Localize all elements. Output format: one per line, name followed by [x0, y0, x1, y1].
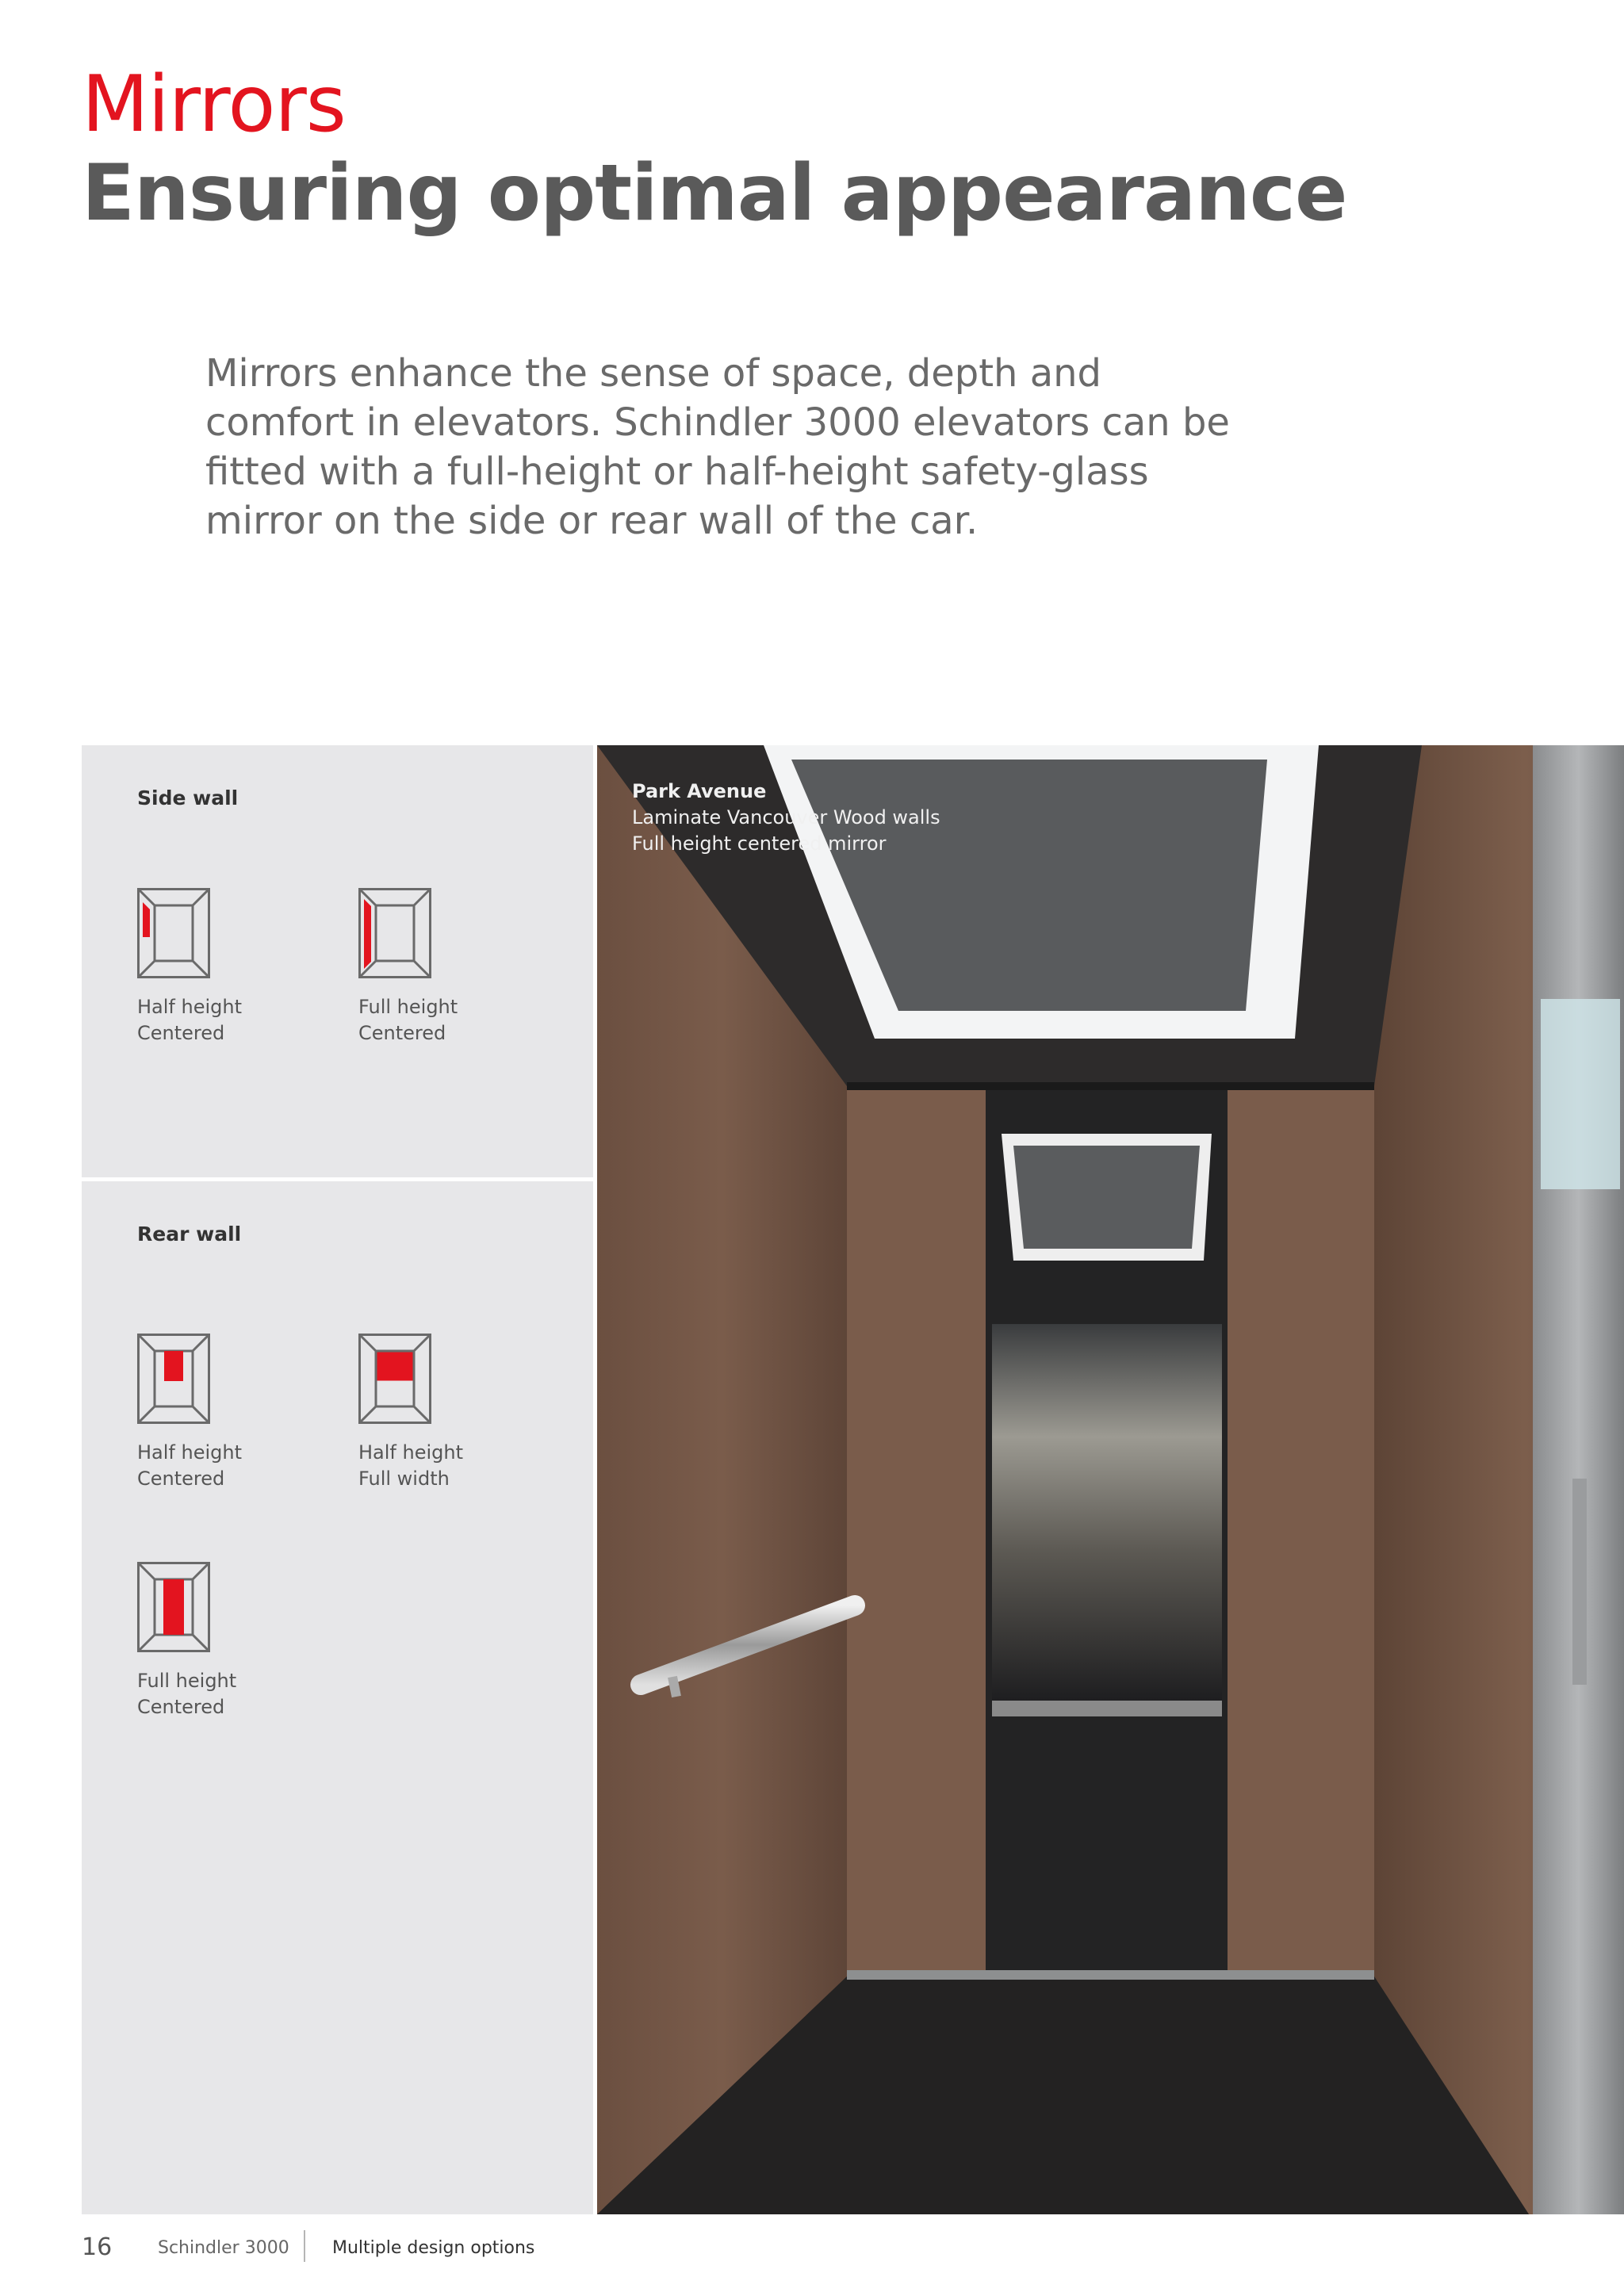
rear-wall-heading: Rear wall	[137, 1223, 242, 1246]
option-line2: Centered	[358, 1022, 446, 1044]
side-wall-option-full-centered	[358, 888, 549, 1047]
side-wall-panel	[82, 745, 593, 1177]
option-line1: Half height	[137, 1441, 242, 1464]
option-line2: Centered	[137, 1696, 225, 1718]
rear-half-centered-icon	[137, 1334, 210, 1424]
rear-wall-option-half-fullwidth	[358, 1334, 549, 1492]
rear-wall-option-half-centered	[137, 1334, 327, 1492]
option-line2: Centered	[137, 1468, 225, 1490]
page-footer	[82, 2230, 1509, 2270]
rear-full-centered-icon	[137, 1562, 210, 1652]
footer-brand: Schindler 3000	[158, 2238, 289, 2258]
side-half-centered-icon	[137, 888, 210, 978]
side-full-centered-icon	[358, 888, 431, 978]
side-wall-heading: Side wall	[137, 786, 239, 809]
photo-caption-line2: Full height centered mirror	[632, 832, 887, 855]
option-line2: Full width	[358, 1468, 450, 1490]
photo-caption	[632, 779, 940, 857]
side-wall-option-half-centered	[137, 888, 327, 1047]
option-line1: Full height	[137, 1670, 237, 1692]
intro-paragraph: Mirrors enhance the sense of space, depth and comfort in elevators. Schindler 3000 elevators can be fitted with a full-height or half-height safety-glass mirror on the side or rear wall of the car.	[205, 351, 1230, 543]
page-number: 16	[82, 2233, 113, 2261]
page-title: Mirrors	[82, 59, 346, 150]
footer-divider	[304, 2230, 305, 2262]
option-line1: Half height	[137, 996, 242, 1018]
option-line2: Centered	[137, 1022, 225, 1044]
page-subtitle: Ensuring optimal appearance	[82, 148, 1347, 239]
photo-caption-line1: Laminate Vancouver Wood walls	[632, 806, 940, 828]
footer-section: Multiple design options	[332, 2238, 535, 2258]
elevator-photo	[597, 745, 1624, 2214]
rear-half-fullwidth-icon	[358, 1334, 431, 1424]
option-line1: Full height	[358, 996, 458, 1018]
elevator-interior-illustration	[597, 745, 1624, 2214]
photo-caption-title: Park Avenue	[632, 780, 767, 802]
rear-wall-option-full-centered	[137, 1562, 327, 1720]
rear-wall-panel	[82, 1181, 593, 2214]
option-line1: Half height	[358, 1441, 463, 1464]
